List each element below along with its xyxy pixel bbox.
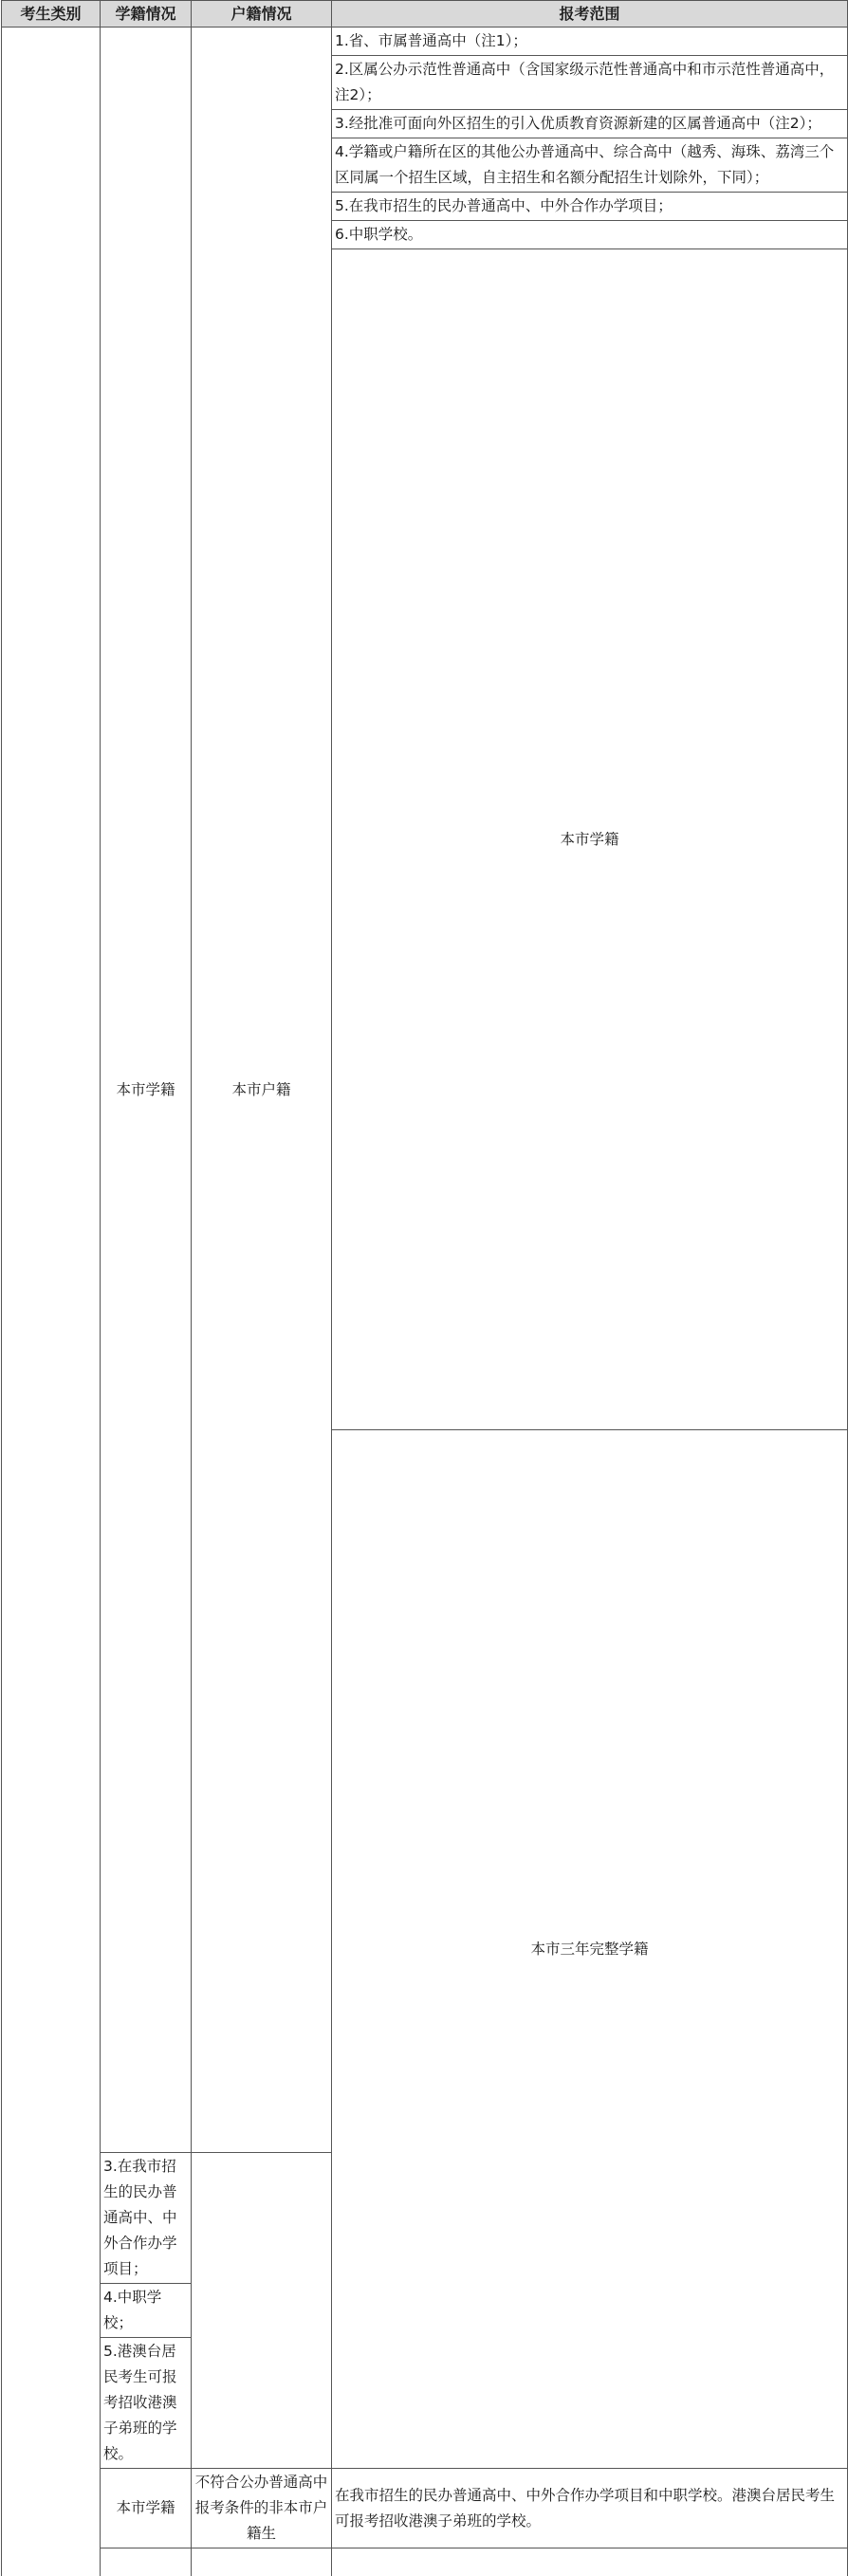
table-header-row xyxy=(2,1,848,28)
range-cell: 在我市招生的民办普通高中、中外合作办学项目和中职学校。港澳台居民考生可报考招收港澳子弟班的学校。 xyxy=(332,2469,848,2548)
table-row xyxy=(2,2469,848,2548)
range-item: 2.区属公办示范性普通高中（含国家级示范性普通高中和市示范性普通高中，注2）； xyxy=(332,56,848,110)
header-huji: 户籍情况 xyxy=(192,1,332,28)
table-row xyxy=(2,28,848,56)
range-item: 5.港澳台居民考生可报考招收港澳子弟班的学校。 xyxy=(101,2338,192,2469)
xueji-cell xyxy=(192,2548,332,2576)
header-category: 考生类别 xyxy=(2,1,101,28)
table-row xyxy=(2,2548,848,2576)
header-range: 报考范围 xyxy=(332,1,848,28)
category-cell xyxy=(101,2548,192,2576)
range-item: 3.经批准可面向外区招生的引入优质教育资源新建的区属普通高中（注2）； xyxy=(332,110,848,138)
xueji-cell: 本市学籍 xyxy=(101,2469,192,2548)
huji-cell: 本市户籍 xyxy=(192,28,332,2153)
range-item: 5.在我市招生的民办普通高中、中外合作办学项目； xyxy=(332,193,848,221)
range-item: 1.省、市属普通高中（注1）； xyxy=(332,28,848,56)
range-item: 3.在我市招生的民办普通高中、中外合作办学项目； xyxy=(101,2153,192,2284)
huji-cell xyxy=(332,2548,848,2576)
admission-scope-table xyxy=(1,0,848,2576)
huji-cell: 不符合公办普通高中报考条件的非本市户籍生 xyxy=(192,2469,332,2548)
xueji-cell: 本市学籍 xyxy=(332,249,848,1430)
range-item: 4.中职学校； xyxy=(101,2284,192,2338)
range-item: 6.中职学校。 xyxy=(332,221,848,249)
xueji-cell: 本市学籍 xyxy=(101,28,192,2153)
xueji-cell: 本市三年完整学籍 xyxy=(332,1430,848,2469)
range-item: 4.学籍或户籍所在区的其他公办普通高中、综合高中（越秀、海珠、荔湾三个区同属一个招生区域，自主招生和名额分配招生计划除外，下同）； xyxy=(332,138,848,193)
category-cell xyxy=(2,28,101,2576)
header-xueji: 学籍情况 xyxy=(101,1,192,28)
